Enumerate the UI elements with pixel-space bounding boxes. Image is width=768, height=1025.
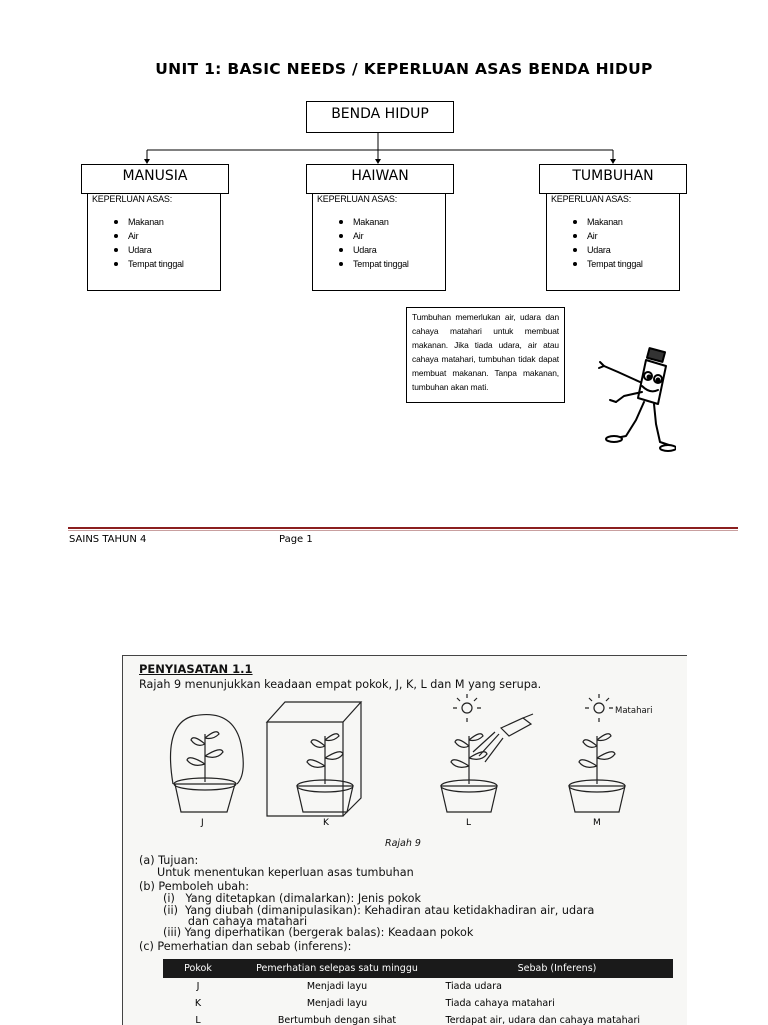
table-header: Pokok [164, 960, 233, 978]
needs-heading: KEPERLUAN ASAS: [317, 194, 398, 204]
page-number: Page 1 [279, 534, 313, 545]
plant-diagram [123, 694, 687, 818]
table-header: Sebab (Inferens) [442, 960, 673, 978]
variable-item: (ii) Yang diubah (dimanipulasikan): Kehadiran atau ketidakhadiran air, udara [163, 904, 595, 917]
plant-label-j: J [201, 818, 204, 828]
need-item: Air [573, 229, 675, 243]
needs-heading: KEPERLUAN ASAS: [92, 194, 173, 204]
note-box: Tumbuhan memerlukan air, udara dan cahaya matahari untuk membuat makanan. Jika tiada udara, air atau cahaya matahari, tumbuhan tidak dapat membuat makanan. Tanpa makanan, tumbuhan akan mati. [406, 307, 565, 403]
plant-label-m: M [593, 818, 601, 828]
table-cell: Terdapat air, udara dan cahaya matahari [445, 1015, 640, 1025]
need-item: Udara [573, 243, 675, 257]
need-item: Tempat tinggal [573, 257, 675, 271]
table-header: Pemerhatian selepas satu minggu [233, 960, 442, 978]
footer-divider [68, 527, 738, 529]
table-cell: Menjadi layu [306, 981, 368, 992]
needs-box-haiwan [312, 193, 446, 291]
need-item: Makanan [114, 215, 216, 229]
needs-box-tumbuhan [546, 193, 680, 291]
scan-intro: Rajah 9 menunjukkan keadaan empat pokok, J, K, L dan M yang serupa. [139, 678, 542, 691]
scanned-worksheet [122, 655, 687, 1025]
table-cell: Bertumbuh dengan sihat [277, 1015, 397, 1025]
table-row [164, 1012, 673, 1025]
need-item: Air [114, 229, 216, 243]
need-item: Tempat tinggal [114, 257, 216, 271]
need-item: Udara [114, 243, 216, 257]
footer-divider-shadow [68, 530, 738, 531]
need-item: Tempat tinggal [339, 257, 441, 271]
category-haiwan: HAIWAN [306, 164, 454, 194]
aim-label: (a) Tujuan: [139, 854, 199, 867]
variables-label: (b) Pemboleh ubah: [139, 880, 250, 893]
plant-label-k: K [323, 818, 329, 828]
aim-text: Untuk menentukan keperluan asas tumbuhan [157, 866, 414, 879]
figure-caption: Rajah 9 [385, 838, 421, 849]
table-cell: L [195, 1015, 201, 1025]
table-row [164, 995, 673, 1012]
footer-label: SAINS TAHUN 4 [69, 534, 147, 545]
need-item: Makanan [573, 215, 675, 229]
root-node: BENDA HIDUP [306, 101, 454, 133]
table-header-row [164, 960, 673, 978]
category-manusia: MANUSIA [81, 164, 229, 194]
needs-box-manusia [87, 193, 221, 291]
need-item: Udara [339, 243, 441, 257]
needs-list [92, 215, 216, 271]
table-cell: Tiada cahaya matahari [445, 998, 555, 1009]
needs-list [551, 215, 675, 271]
plant-label-l: L [466, 818, 472, 828]
needs-list [317, 215, 441, 271]
variable-item: dan cahaya matahari [163, 915, 308, 928]
variable-item: (iii) Yang diperhatikan (bergerak balas): Keadaan pokok [163, 926, 474, 939]
table-cell: K [194, 998, 202, 1009]
need-item: Makanan [339, 215, 441, 229]
table-cell: Tiada udara [445, 981, 502, 992]
category-tumbuhan: TUMBUHAN [539, 164, 687, 194]
observation-label: (c) Pemerhatian dan sebab (inferens): [139, 940, 352, 953]
variable-item: (i) Yang ditetapkan (dimalarkan): Jenis pokok [163, 892, 421, 905]
needs-heading: KEPERLUAN ASAS: [551, 194, 632, 204]
scan-heading: PENYIASATAN 1.1 [139, 662, 253, 676]
page-title: UNIT 1: BASIC NEEDS / KEPERLUAN ASAS BENDA HIDUP [155, 60, 653, 78]
table-row [164, 978, 673, 996]
pencil-mascot-icon [596, 346, 676, 458]
observation-table [163, 959, 673, 1025]
table-cell: Menjadi layu [306, 998, 368, 1009]
need-item: Air [339, 229, 441, 243]
sun-label: Matahari [615, 706, 653, 716]
table-cell: J [196, 981, 200, 992]
